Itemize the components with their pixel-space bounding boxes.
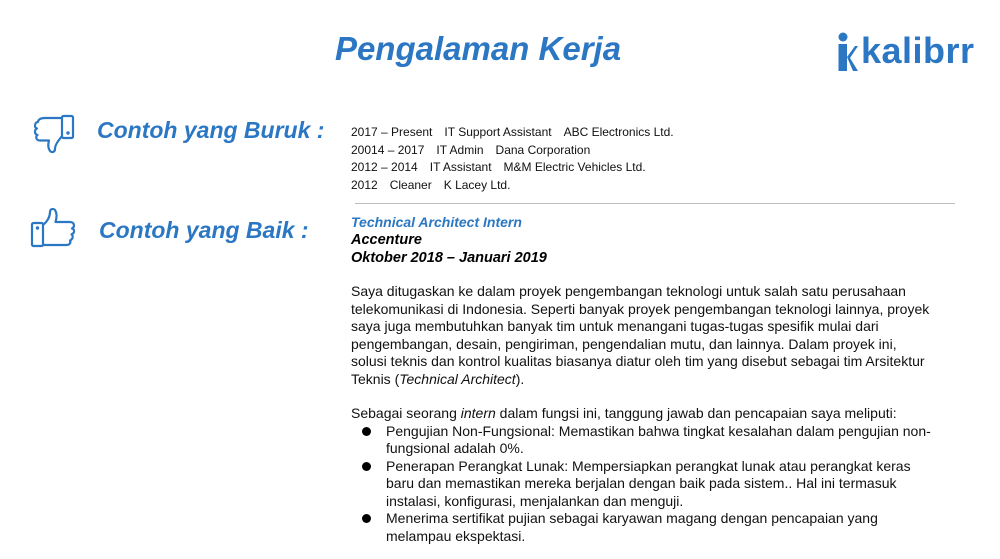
job-company: Accenture	[351, 232, 422, 248]
intro-italic-term: intern	[460, 405, 496, 421]
intro-text-end: dalam fungsi ini, tanggung jawab dan pencapaian saya meliputi:	[495, 405, 897, 421]
good-example-content	[351, 214, 936, 545]
kalibrr-logo	[836, 24, 975, 72]
row-role: IT Support Assistant	[444, 125, 552, 139]
responsibilities-intro	[351, 405, 936, 423]
bad-example-list	[351, 124, 674, 194]
bullet-icon	[362, 427, 371, 436]
row-period: 2017 – Present	[351, 125, 433, 139]
bad-example-row	[351, 159, 674, 177]
job-period: Oktober 2018 – Januari 2019	[351, 250, 547, 266]
list-item	[351, 510, 936, 545]
job-role: Technical Architect Intern	[351, 214, 522, 230]
job-description	[351, 283, 936, 388]
list-item	[351, 458, 936, 511]
bad-example-row	[351, 124, 674, 142]
list-item-text: Penerapan Perangkat Lunak: Mempersiapkan perangkat lunak atau perangkat keras baru dan memastikan mereka berjalan dengan baik pada sistem.. Hal ini termasuk instalasi, konfigurasi, menjalankan dan menguji.	[386, 457, 911, 509]
row-company: M&M Electric Vehicles Ltd.	[503, 160, 646, 174]
list-item-text: Pengujian Non-Fungsional: Memastikan bahwa tingkat kesalahan dalam pengujian non-fungsional adalah 0%.	[386, 422, 931, 456]
description-end: ).	[515, 370, 525, 387]
good-example-label: Contoh yang Baik :	[99, 217, 309, 243]
bad-example-label: Contoh yang Buruk :	[97, 117, 325, 143]
list-item	[351, 423, 936, 458]
row-period: 20014 – 2017	[351, 142, 425, 157]
bad-example-row	[351, 177, 674, 195]
row-period: 2012 – 2014	[351, 160, 418, 174]
description-text: Saya ditugaskan ke dalam proyek pengembangan teknologi untuk salah satu perusahaan telekomunikasi di Indonesia. Seperti banyak proyek pengembangan teknologi lainnya, proyek saya juga membutuhkan banyak tim untuk menangani tugas-tugas spesifik mulai dari pengembangan, desain, pengiriman, pengendalian mutu, dan lainnya. Dalam proyek ini, solusi teknis dan kontrol kualitas biasanya diatur oleh tim yang disebut sebagai tim Arsitektur Teknis (	[351, 283, 930, 387]
row-role: IT Admin	[436, 142, 484, 157]
row-company: ABC Electronics Ltd.	[563, 125, 674, 139]
responsibilities-list	[351, 423, 936, 546]
bullet-icon	[362, 514, 371, 523]
page-title: Pengalaman Kerja	[334, 30, 622, 67]
row-role: Cleaner	[389, 177, 432, 192]
row-period: 2012	[351, 177, 378, 192]
kalibrr-logo-icon	[836, 32, 858, 72]
list-item-text: Menerima sertifikat pujian sebagai karyawan magang dengan pencapaian yang melampau ekspektasi.	[386, 510, 878, 544]
row-company: K Lacey Ltd.	[443, 177, 511, 192]
thumbs-up-icon	[30, 207, 78, 249]
bad-example-row	[351, 142, 674, 160]
row-role: IT Assistant	[429, 160, 492, 174]
bullet-icon	[362, 462, 371, 471]
row-company: Dana Corporation	[495, 142, 591, 157]
logo-wordmark: kalibrr	[861, 30, 975, 71]
section-divider	[355, 203, 955, 204]
intro-text: Sebagai seorang	[351, 405, 461, 421]
description-italic-term: Technical Architect	[399, 370, 516, 387]
thumbs-down-icon	[33, 114, 77, 154]
